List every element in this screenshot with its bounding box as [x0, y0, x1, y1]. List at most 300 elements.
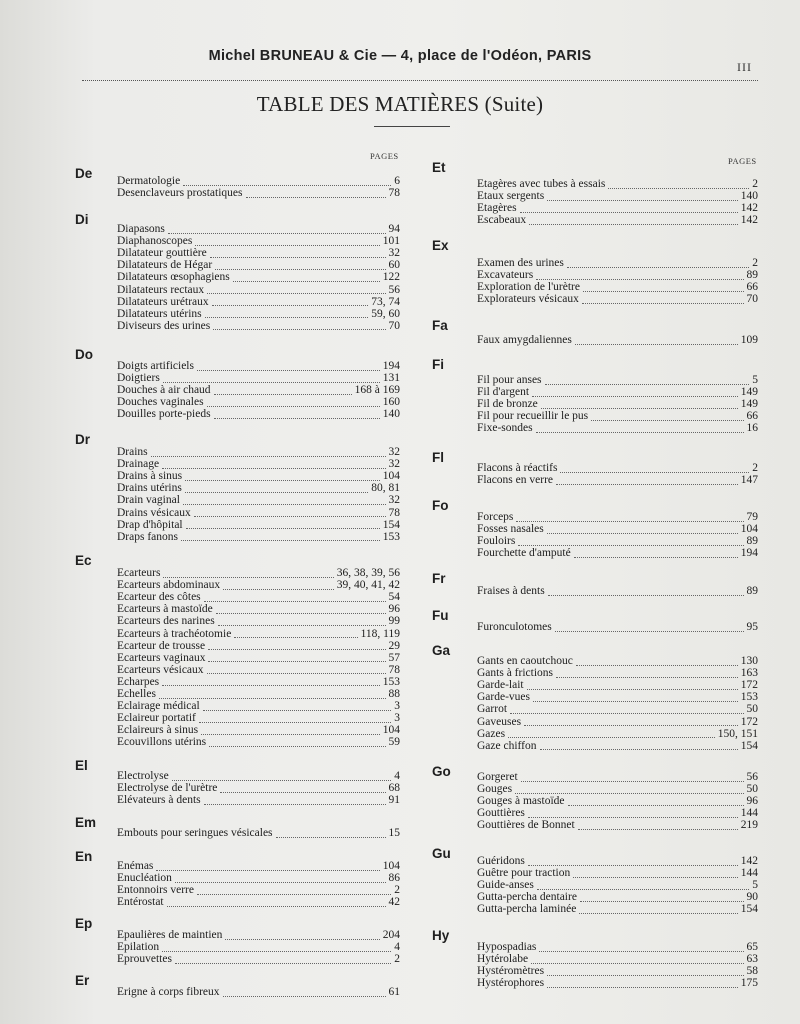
dot-leader	[207, 285, 385, 294]
dot-leader	[163, 374, 380, 383]
entry-pages: 149	[740, 386, 758, 399]
entry-name: Gutta-percha dentaire	[477, 891, 577, 904]
dot-leader	[216, 605, 386, 614]
index-entry	[117, 591, 400, 603]
index-entry	[117, 794, 400, 806]
entry-name: Dilatateurs de Hégar	[117, 259, 213, 272]
entry-name: Garrot	[477, 703, 508, 716]
index-entry	[477, 374, 758, 386]
index-letter-heading: Em	[75, 815, 97, 830]
dot-leader	[518, 537, 743, 546]
index-entry	[477, 398, 758, 410]
entry-pages: 130	[740, 655, 758, 667]
index-letter-heading: Di	[75, 212, 89, 227]
entry-name: Dilatateurs utérins	[117, 307, 202, 320]
dot-leader	[163, 569, 333, 578]
dot-leader	[608, 180, 749, 189]
dot-leader	[175, 874, 386, 883]
entry-name: Excavateurs	[477, 269, 534, 282]
entry-name: Garde-lait	[477, 679, 524, 692]
dot-leader	[583, 283, 744, 292]
entry-pages: 140	[740, 190, 758, 203]
entry-name: Gants en caoutchouc	[477, 655, 573, 667]
index-letter-heading: Do	[75, 347, 93, 362]
dot-leader	[527, 681, 738, 690]
header-rule	[82, 80, 758, 81]
index-entry	[117, 235, 400, 247]
index-letter-heading: Ec	[75, 553, 92, 568]
entry-pages: 32	[388, 458, 400, 471]
dot-leader	[547, 192, 738, 201]
index-entry	[477, 462, 758, 474]
entry-pages: 175	[740, 977, 758, 990]
entry-name: Diapasons	[117, 223, 165, 235]
dot-leader	[536, 424, 744, 433]
dot-leader	[213, 321, 385, 330]
dot-leader	[185, 484, 368, 493]
index-entry	[477, 703, 758, 715]
entry-pages: 3	[394, 712, 400, 725]
entry-pages: 168 à 169	[354, 384, 400, 397]
index-entry	[477, 795, 758, 807]
entry-name: Hystéromètres	[477, 965, 545, 978]
dot-leader	[233, 273, 380, 282]
entry-name: Doigts artificiels	[117, 360, 194, 372]
entry-pages: 172	[740, 679, 758, 692]
entry-name: Flacons en verre	[477, 474, 553, 487]
index-entry	[117, 175, 400, 187]
entry-pages: 58	[746, 965, 758, 978]
entry-name: Electrolyse de l'urètre	[117, 782, 218, 795]
entry-pages: 3	[394, 700, 400, 713]
entry-pages: 122	[382, 271, 400, 284]
index-entry	[117, 770, 400, 782]
index-entry	[477, 740, 758, 752]
entry-name: Erigne à corps fibreux	[117, 986, 220, 998]
dot-leader	[531, 955, 743, 964]
entry-name: Ecarteurs vaginaux	[117, 651, 206, 664]
entry-name: Epaulières de maintien	[117, 929, 223, 941]
entry-name: Ecarteur de trousse	[117, 639, 206, 652]
index-entry	[477, 679, 758, 691]
index-entry	[477, 202, 758, 214]
entry-pages: 65	[746, 941, 758, 953]
index-entry	[117, 884, 400, 896]
index-entry	[477, 728, 758, 740]
entry-pages: 59, 60	[371, 307, 400, 320]
entry-pages: 2	[752, 257, 758, 269]
index-entry	[117, 360, 400, 372]
dot-leader	[532, 388, 738, 397]
entry-name: Drains utérins	[117, 482, 182, 495]
dot-leader	[234, 629, 357, 638]
index-entry	[477, 977, 758, 989]
page-title: TABLE DES MATIÈRES (Suite)	[256, 92, 544, 116]
index-entry	[117, 652, 400, 664]
entry-name: Ecarteurs	[117, 567, 161, 579]
entry-pages: 147	[740, 474, 758, 487]
entry-name: Fraises à dents	[477, 585, 545, 597]
entry-pages: 5	[752, 374, 758, 386]
entry-name: Elévateurs à dents	[117, 794, 201, 807]
entry-pages: 163	[740, 667, 758, 680]
entry-pages: 80, 81	[371, 482, 400, 495]
index-entry	[117, 372, 400, 384]
entry-name: Dermatologie	[117, 175, 181, 187]
index-entry	[477, 783, 758, 795]
entry-pages: 39, 40, 41, 42	[336, 579, 400, 592]
index-entry	[117, 519, 400, 531]
dot-leader	[582, 295, 744, 304]
entry-pages: 91	[388, 794, 400, 807]
entry-name: Furonculotomes	[477, 621, 552, 633]
index-letter-heading: Fo	[432, 498, 449, 513]
dot-leader	[183, 496, 386, 505]
index-letter-heading: Et	[432, 160, 446, 175]
entry-name: Douilles porte-pieds	[117, 408, 211, 421]
page-number: III	[737, 60, 752, 74]
dot-leader	[214, 410, 380, 419]
right-pages-label: PAGES	[728, 156, 757, 166]
entry-pages: 59	[388, 736, 400, 749]
entry-pages: 104	[382, 860, 400, 872]
dot-leader	[547, 979, 738, 988]
entry-pages: 79	[746, 511, 758, 523]
entry-name: Fil d'argent	[477, 386, 530, 399]
entry-name: Gutta-percha laminée	[477, 903, 577, 916]
entry-name: Explorateurs vésicaux	[477, 293, 579, 306]
index-entry	[117, 827, 400, 839]
dot-leader	[536, 271, 743, 280]
entry-name: Enucléation	[117, 872, 172, 885]
index-entry	[477, 257, 758, 269]
entry-name: Desenclaveurs prostatiques	[117, 187, 243, 200]
index-entry	[117, 384, 400, 396]
dot-leader	[205, 309, 369, 318]
entry-pages: 88	[388, 688, 400, 700]
index-entry	[117, 628, 400, 640]
index-entry	[477, 523, 758, 535]
entry-name: Dilatateur gouttière	[117, 247, 207, 260]
entry-pages: 90	[746, 891, 758, 904]
index-entry	[477, 855, 758, 867]
entry-name: Echelles	[117, 688, 156, 700]
index-entry	[477, 511, 758, 523]
index-entry	[117, 986, 400, 998]
entry-name: Drap d'hôpital	[117, 518, 183, 531]
index-entry	[117, 308, 400, 320]
dot-leader	[223, 988, 386, 997]
entry-pages: 86	[388, 872, 400, 885]
entry-name: Fil pour recueillir le pus	[477, 410, 589, 423]
entry-name: Entonnoirs verre	[117, 884, 194, 897]
index-entry	[117, 470, 400, 482]
entry-pages: 204	[382, 929, 400, 941]
dot-leader	[162, 677, 380, 686]
dot-leader	[203, 702, 392, 711]
dot-leader	[223, 581, 334, 590]
entry-name: Gazes	[477, 727, 506, 740]
entry-name: Drains à sinus	[117, 470, 183, 483]
dot-leader	[204, 796, 386, 805]
left-pages-label: PAGES	[370, 151, 399, 161]
entry-pages: 15	[388, 827, 400, 839]
entry-pages: 60	[388, 259, 400, 272]
dot-leader	[537, 881, 749, 890]
dot-leader	[568, 797, 744, 806]
entry-pages: 6	[394, 175, 400, 187]
entry-name: Etagères avec tubes à essais	[477, 178, 606, 190]
index-entry	[477, 667, 758, 679]
dot-leader	[215, 261, 385, 270]
index-letter-heading: Ga	[432, 643, 451, 658]
entry-pages: 194	[740, 547, 758, 560]
index-entry	[117, 676, 400, 688]
index-entry	[117, 408, 400, 420]
dot-leader	[204, 593, 386, 602]
index-entry	[477, 334, 758, 346]
entry-pages: 154	[740, 739, 758, 752]
dot-leader	[214, 386, 352, 395]
entry-name: Hytérolabe	[477, 953, 529, 966]
entry-pages: 94	[388, 223, 400, 235]
dot-leader	[515, 785, 743, 794]
dot-leader	[186, 520, 380, 529]
entry-name: Escabeaux	[477, 214, 527, 227]
dot-leader	[218, 617, 386, 626]
entry-pages: 96	[746, 795, 758, 808]
entry-pages: 154	[740, 903, 758, 916]
entry-pages: 89	[746, 585, 758, 597]
dot-leader	[547, 967, 743, 976]
entry-name: Fourchette d'amputé	[477, 547, 571, 560]
entry-name: Echarpes	[117, 675, 160, 688]
index-entry	[477, 281, 758, 293]
index-entry	[117, 941, 400, 953]
dot-leader	[207, 665, 386, 674]
index-entry	[117, 482, 400, 494]
entry-pages: 95	[746, 621, 758, 633]
entry-pages: 2	[394, 953, 400, 966]
index-entry	[477, 867, 758, 879]
index-entry	[477, 941, 758, 953]
entry-name: Douches à air chaud	[117, 384, 211, 397]
index-entry	[477, 621, 758, 633]
dot-leader	[197, 886, 391, 895]
entry-name: Dilatateurs urétraux	[117, 295, 209, 308]
entry-pages: 153	[740, 691, 758, 704]
index-entry	[477, 771, 758, 783]
entry-pages: 104	[740, 523, 758, 536]
index-entry	[117, 953, 400, 965]
entry-name: Diviseurs des urines	[117, 319, 211, 332]
dot-leader	[533, 693, 738, 702]
entry-pages: 50	[746, 703, 758, 716]
dot-leader	[520, 204, 738, 213]
dot-leader	[574, 549, 738, 558]
index-entry	[477, 535, 758, 547]
entry-name: Drainage	[117, 458, 160, 471]
index-entry	[117, 284, 400, 296]
index-entry	[477, 386, 758, 398]
entry-name: Guêtre pour traction	[477, 867, 571, 880]
title-rule	[374, 126, 450, 127]
index-entry	[117, 664, 400, 676]
entry-name: Ecarteurs vésicaux	[117, 663, 204, 676]
dot-leader	[201, 726, 380, 735]
entry-pages: 96	[388, 603, 400, 616]
entry-name: Diaphanoscopes	[117, 235, 193, 248]
entry-name: Flacons à réactifs	[477, 462, 558, 474]
entry-pages: 118, 119	[360, 627, 400, 640]
entry-name: Embouts pour seringues vésicales	[117, 827, 273, 839]
entry-pages: 70	[388, 319, 400, 332]
entry-name: Gouttières	[477, 807, 525, 820]
entry-name: Drain vaginal	[117, 494, 180, 507]
index-entry	[477, 214, 758, 226]
index-letter-heading: Fi	[432, 357, 444, 372]
entry-name: Ecouvillons utérins	[117, 736, 207, 749]
dot-leader	[162, 943, 391, 952]
entry-pages: 5	[752, 879, 758, 892]
index-entry	[117, 271, 400, 283]
entry-name: Gouges à mastoïde	[477, 795, 565, 808]
index-letter-heading: El	[75, 758, 88, 773]
entry-pages: 16	[746, 422, 758, 435]
entry-pages: 89	[746, 535, 758, 548]
entry-name: Hypospadias	[477, 941, 537, 953]
entry-name: Forceps	[477, 511, 514, 523]
entry-name: Dilatateurs œsophagiens	[117, 271, 230, 284]
index-letter-heading: Fl	[432, 450, 444, 465]
dot-leader	[580, 893, 744, 902]
entry-name: Enémas	[117, 860, 154, 872]
index-entry	[117, 736, 400, 748]
entry-name: Garde-vues	[477, 691, 531, 704]
index-entry	[117, 223, 400, 235]
dot-leader	[591, 412, 743, 421]
index-entry	[477, 903, 758, 915]
dot-leader	[220, 784, 385, 793]
dot-leader	[194, 508, 386, 517]
dot-leader	[159, 690, 386, 699]
index-entry	[477, 269, 758, 281]
entry-pages: 142	[740, 214, 758, 227]
dot-leader	[208, 641, 385, 650]
index-entry	[117, 531, 400, 543]
entry-pages: 42	[388, 896, 400, 909]
entry-name: Exploration de l'urètre	[477, 281, 580, 294]
entry-name: Eclairage médical	[117, 700, 200, 713]
entry-name: Eclaireurs à sinus	[117, 724, 199, 737]
entry-name: Fosses nasales	[477, 523, 544, 536]
index-letter-heading: Fa	[432, 318, 448, 333]
dot-leader	[185, 472, 380, 481]
dot-leader	[578, 821, 738, 830]
entry-pages: 32	[388, 494, 400, 507]
entry-name: Fixe-sondes	[477, 422, 533, 435]
entry-pages: 153	[382, 530, 400, 543]
index-entry	[117, 700, 400, 712]
dot-leader	[246, 189, 386, 198]
entry-name: Ecarteurs abdominaux	[117, 579, 221, 592]
dot-leader	[225, 931, 379, 940]
entry-name: Gaveuses	[477, 715, 522, 728]
entry-pages: 219	[740, 819, 758, 832]
entry-pages: 32	[388, 247, 400, 260]
dot-leader	[210, 249, 386, 258]
index-entry	[477, 410, 758, 422]
entry-pages: 61	[388, 986, 400, 998]
entry-name: Guéridons	[477, 855, 525, 867]
dot-leader	[555, 623, 744, 632]
entry-name: Eclaireur portatif	[117, 712, 196, 725]
dot-leader	[168, 225, 386, 234]
entry-name: Ecarteurs à trachéotomie	[117, 627, 232, 640]
entry-pages: 4	[394, 941, 400, 954]
dot-leader	[209, 738, 385, 747]
entry-pages: 131	[382, 372, 400, 385]
entry-name: Drains	[117, 446, 148, 458]
entry-pages: 2	[394, 884, 400, 897]
dot-leader	[516, 513, 743, 522]
index-entry	[117, 929, 400, 941]
entry-name: Etagères	[477, 202, 517, 215]
index-entry	[117, 396, 400, 408]
index-entry	[117, 296, 400, 308]
dot-leader	[528, 809, 738, 818]
dot-leader	[567, 259, 749, 268]
index-entry	[477, 547, 758, 559]
entry-pages: 144	[740, 807, 758, 820]
index-entry	[117, 507, 400, 519]
entry-name: Ecarteurs des narines	[117, 615, 215, 628]
entry-pages: 149	[740, 398, 758, 411]
entry-pages: 63	[746, 953, 758, 966]
entry-name: Doigtiers	[117, 372, 160, 385]
entry-name: Electrolyse	[117, 770, 169, 782]
entry-pages: 73, 74	[371, 295, 400, 308]
index-entry	[117, 446, 400, 458]
entry-pages: 56	[746, 771, 758, 783]
index-entry	[477, 965, 758, 977]
index-entry	[117, 458, 400, 470]
entry-pages: 36, 38, 39, 56	[336, 567, 400, 579]
index-entry	[477, 178, 758, 190]
index-entry	[117, 567, 400, 579]
index-entry	[117, 187, 400, 199]
dot-leader	[197, 362, 380, 371]
entry-name: Eprouvettes	[117, 953, 172, 966]
entry-pages: 4	[394, 770, 400, 782]
dot-leader	[547, 525, 738, 534]
index-entry	[117, 896, 400, 908]
entry-name: Hystérophores	[477, 977, 545, 990]
dot-leader	[524, 717, 738, 726]
dot-leader	[540, 741, 738, 750]
dot-leader	[508, 729, 715, 738]
entry-name: Epilation	[117, 941, 160, 954]
dot-leader	[151, 448, 386, 457]
entry-name: Drains vésicaux	[117, 506, 191, 519]
entry-name: Dilatateurs rectaux	[117, 283, 205, 296]
entry-pages: 70	[746, 293, 758, 306]
entry-pages: 2	[752, 462, 758, 474]
index-entry	[477, 293, 758, 305]
dot-leader	[276, 829, 386, 838]
index-entry	[477, 891, 758, 903]
entry-pages: 29	[388, 639, 400, 652]
